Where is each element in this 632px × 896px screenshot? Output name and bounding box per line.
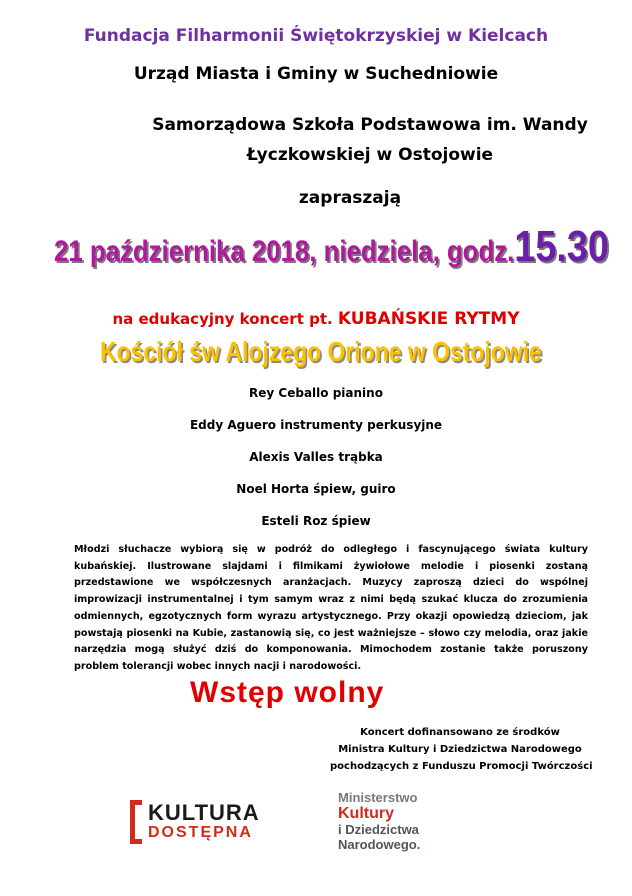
concert-prefix: na edukacyjny koncert pt. — [112, 310, 338, 328]
event-date — [54, 222, 609, 272]
kultura-dostepna-logo — [130, 800, 270, 848]
ministry-logo-line-4: Narodowego — [338, 837, 417, 852]
performer-3: Alexis Valles trąbka — [249, 450, 383, 464]
free-entry: Wstęp wolny — [190, 676, 385, 709]
funding-note — [330, 724, 593, 775]
kultura-logo-bottom: DOSTĘPNA — [148, 824, 253, 841]
funding-line-3: pochodzących z Funduszu Promocji Twórczości — [330, 761, 593, 772]
performer-2: Eddy Aguero instrumenty perkusyjne — [189, 418, 443, 432]
performer-1: Rey Ceballo pianino — [249, 386, 383, 400]
organizer-school: Samorządowa Szkoła Podstawowa im. Wandy Łyczkowskiej w Ostojowie — [152, 115, 588, 165]
event-time: 15.30 — [514, 222, 609, 271]
ministry-logo-line-3: i Dziedzictwa — [338, 822, 419, 837]
funding-line-1: Koncert dofinansowano ze środków — [360, 727, 560, 738]
ministry-logo-line-2: Kultury — [338, 805, 394, 822]
ministry-logo-line-4-wrap — [338, 837, 458, 852]
organizer-foundation: Fundacja Filharmonii Świętokrzyskiej w Kielcach — [83, 26, 549, 46]
kultura-logo-top: KULTURA — [148, 800, 260, 825]
concert-title: KUBAŃSKIE RYTMY — [337, 309, 520, 329]
venue: Kościół św Alojzego Orione w Ostojowie — [100, 336, 542, 367]
ministry-logo-dot: . — [416, 837, 421, 852]
ministry-logo-line-1: Ministerstwo — [338, 790, 418, 805]
organizer-city-office: Urząd Miasta i Gminy w Suchedniowie — [133, 64, 499, 84]
event-date-text: 21 października 2018, niedziela, godz. — [54, 235, 515, 268]
bracket-icon — [130, 800, 142, 844]
invite-text: zapraszają — [298, 188, 402, 208]
concert-description: Młodzi słuchacze wybiorą się w podróż do odległego i fascynującego świata kultury kubańskiej. Ilustrowane slajdami i filmikami żywiołowe melodie i piosenki zostaną przedstawione we współczesnych aranżacjach. Muzycy zaproszą dzieci do wspólnej improwizacji instrumentalnej i tym samym wraz z nimi będą szukać klucza do zrozumienia odmiennych, egzotycznych form wyrazu artystycznego. Przy okazji opowiedzą dzieciom, jak powstają piosenki na Kubie, zastanowią się, co jest ważniejsze – słowo czy melodia, oraz jakie narzędzia mogą służyć dziś do komponowania. Mimochodem zostanie także poruszony problem tolerancji wobec innych nacji i narodowości. — [74, 544, 588, 672]
funding-line-2: Ministra Kultury i Dziedzictwa Narodowego — [338, 744, 582, 755]
ministry-logo — [338, 790, 458, 852]
concert-title-line — [0, 309, 632, 329]
performer-4: Noel Horta śpiew, guiro — [236, 482, 396, 496]
performer-5: Esteli Roz śpiew — [261, 514, 371, 528]
